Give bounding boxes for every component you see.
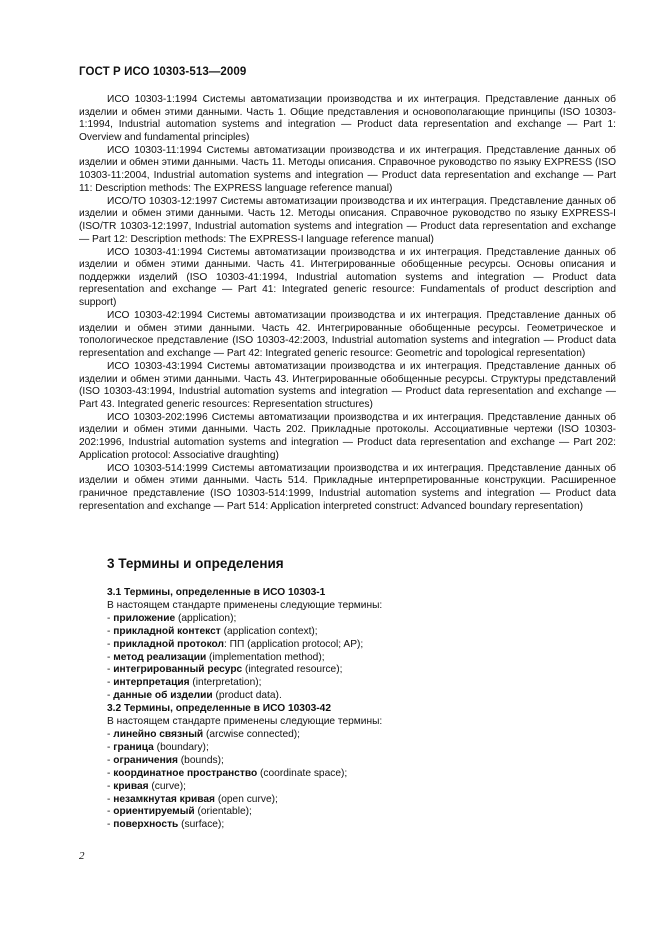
term-name: ориентируемый: [113, 806, 195, 818]
reference-item: ИСО 10303-43:1994 Системы автоматизации производства и их интеграция. Представление данных об изделии и обмен этими данными. Часть 43. Интегрированные обобщенные ресурсы. Структуры представлений (ISO 10303-43:1994, Industrial automation systems and integration — Product data representation and exchange — Part 43. Integrated generic resources: Representation structures): [79, 360, 616, 410]
term-name: прикладной контекст: [113, 625, 221, 637]
term-detail: (surface);: [178, 819, 225, 831]
term-detail: (boundary);: [153, 741, 209, 753]
term-name: граница: [113, 741, 154, 753]
reference-item: ИСО/ТО 10303-12:1997 Системы автоматизации производства и их интеграция. Представление данных об изделии и обмен этими данными. Часть 12. Методы описания. Справочное руководство по языку EXPRESS-I (ISO/TR 10303-12:1997, Industrial automation systems and integration — Product data representation and exchange — Part 12: Description methods: The EXPRESS-I language reference manual): [79, 195, 616, 245]
term-detail: (application context);: [220, 625, 318, 637]
term-detail: (arcwise connected);: [203, 728, 301, 740]
list-item: - граница (boundary);: [107, 741, 209, 753]
reference-item: ИСО 10303-11:1994 Системы автоматизации производства и их интеграция. Представление данных об изделии и обмен этими данными. Часть 11. Методы описания. Справочное руководство по языку EXPRESS (ISO 10303-11:2004, Industrial automation systems and integration — Product data representation and exchange — Part 11: Description methods: The EXPRESS language reference manual): [79, 144, 616, 194]
term-detail: (curve);: [148, 780, 186, 792]
term-name: интегрированный ресурс: [113, 664, 243, 676]
term-name: данные об изделии: [113, 690, 213, 702]
list-item: - ориентируемый (orientable);: [107, 806, 252, 818]
term-name: прикладной протокол: [113, 638, 224, 650]
term-detail: (product data).: [212, 690, 282, 702]
list-item: - данные об изделии (product data).: [107, 690, 282, 702]
subsection-heading: 3.2 Термины, определенные в ИСО 10303-42: [107, 703, 332, 715]
term-name: кривая: [113, 780, 149, 792]
term-detail: (coordinate space);: [257, 767, 348, 779]
list-item: - прикладной контекст (application context);: [107, 625, 318, 637]
term-name: координатное пространство: [113, 767, 258, 779]
page-number: 2: [79, 850, 85, 862]
term-detail: (implementation method);: [206, 651, 325, 663]
term-detail: (open curve);: [214, 793, 278, 805]
term-list: [107, 729, 617, 832]
subsection-intro: В настоящем стандарте применены следующие термины:: [107, 716, 383, 728]
terms-section: [107, 587, 617, 832]
list-item: - кривая (curve);: [107, 780, 186, 792]
list-item: - интерпретация (interpretation);: [107, 677, 262, 689]
term-detail: (orientable);: [194, 806, 252, 818]
term-detail: (integrated resource);: [242, 664, 343, 676]
document-header: ГОСТ Р ИСО 10303-513—2009: [79, 66, 247, 78]
reference-item: ИСО 10303-514:1999 Системы автоматизации производства и их интеграция. Представление данных об изделии и обмен этими данными. Часть 514. Прикладные интерпретированные конструкции. Расширенное граничное представление (ISO 10303-514:1999, Industrial automation systems and integration — Product data representation and exchange — Part 514: Application interpreted construct: Advanced boundary representation): [79, 462, 616, 512]
list-item: - метод реализации (implementation method);: [107, 651, 325, 663]
term-name: незамкнутая кривая: [113, 793, 215, 805]
term-name: поверхность: [113, 819, 179, 831]
list-item: - поверхность (surface);: [107, 819, 225, 831]
term-name: линейно связный: [113, 728, 204, 740]
term-detail: (bounds);: [177, 754, 224, 766]
list-item: - прикладной протокол: ПП (application protocol; AP);: [107, 638, 364, 650]
list-item: - незамкнутая кривая (open curve);: [107, 793, 278, 805]
list-item: - линейно связный (arcwise connected);: [107, 728, 301, 740]
list-item: - приложение (application);: [107, 612, 237, 624]
subsection-heading: 3.1 Термины, определенные в ИСО 10303-1: [107, 587, 326, 598]
term-name: метод реализации: [113, 651, 207, 663]
section-title: 3 Термины и определения: [107, 556, 284, 571]
term-list: [107, 613, 617, 703]
term-name: ограничения: [113, 754, 178, 766]
reference-item: ИСО 10303-42:1994 Системы автоматизации производства и их интеграция. Представление данных об изделии и обмен этими данными. Часть 42. Интегрированные обобщенные ресурсы. Геометрическое и топологическое представление (ISO 10303-42:2003, Industrial automation systems and integration — Product data representation and exchange — Part 42: Integrated generic resource: Geometric and topological representation): [79, 310, 616, 359]
term-detail: : ПП (application protocol; AP);: [224, 638, 364, 650]
term-name: интерпретация: [113, 677, 190, 689]
reference-item: ИСО 10303-202:1996 Системы автоматизации производства и их интеграция. Представление данных об изделии и обмен этими данными. Часть 202. Прикладные протоколы. Ассоциативные чертежи (ISO 10303-202:1996, Industrial automation systems and integration — Product data representation and exchange — Part 202: Application protocol: Associative draughting): [79, 411, 616, 461]
list-item: - ограничения (bounds);: [107, 754, 224, 766]
reference-item: ИСО 10303-41:1994 Системы автоматизации производства и их интеграция. Представление данных об изделии и обмен этими данными. Часть 41. Интегрированные обобщенные ресурсы. Основы описания и поддержки изделий (ISO 10303-41:1994, Industrial automation systems and integration — Product data representation and exchange — Part 41: Integrated generic resource: Fundamentals of product description and support): [79, 246, 616, 308]
term-detail: (application);: [175, 612, 237, 624]
term-detail: (interpretation);: [189, 677, 262, 689]
term-name: приложение: [113, 612, 176, 624]
normative-references: [79, 94, 616, 514]
subsection-intro: В настоящем стандарте применены следующие термины:: [107, 599, 383, 611]
list-item: - интегрированный ресурс (integrated resource);: [107, 664, 343, 676]
reference-item: ИСО 10303-1:1994 Системы автоматизации производства и их интеграция. Представление данных об изделии и обмен этими данными. Часть 1. Общие представления и основополагающие принципы (ISO 10303-1:1994, Industrial automation systems and integration — Product data representation and exchange — Part 1: Overview and fundamental principles): [79, 94, 616, 143]
list-item: - координатное пространство (coordinate space);: [107, 767, 348, 779]
